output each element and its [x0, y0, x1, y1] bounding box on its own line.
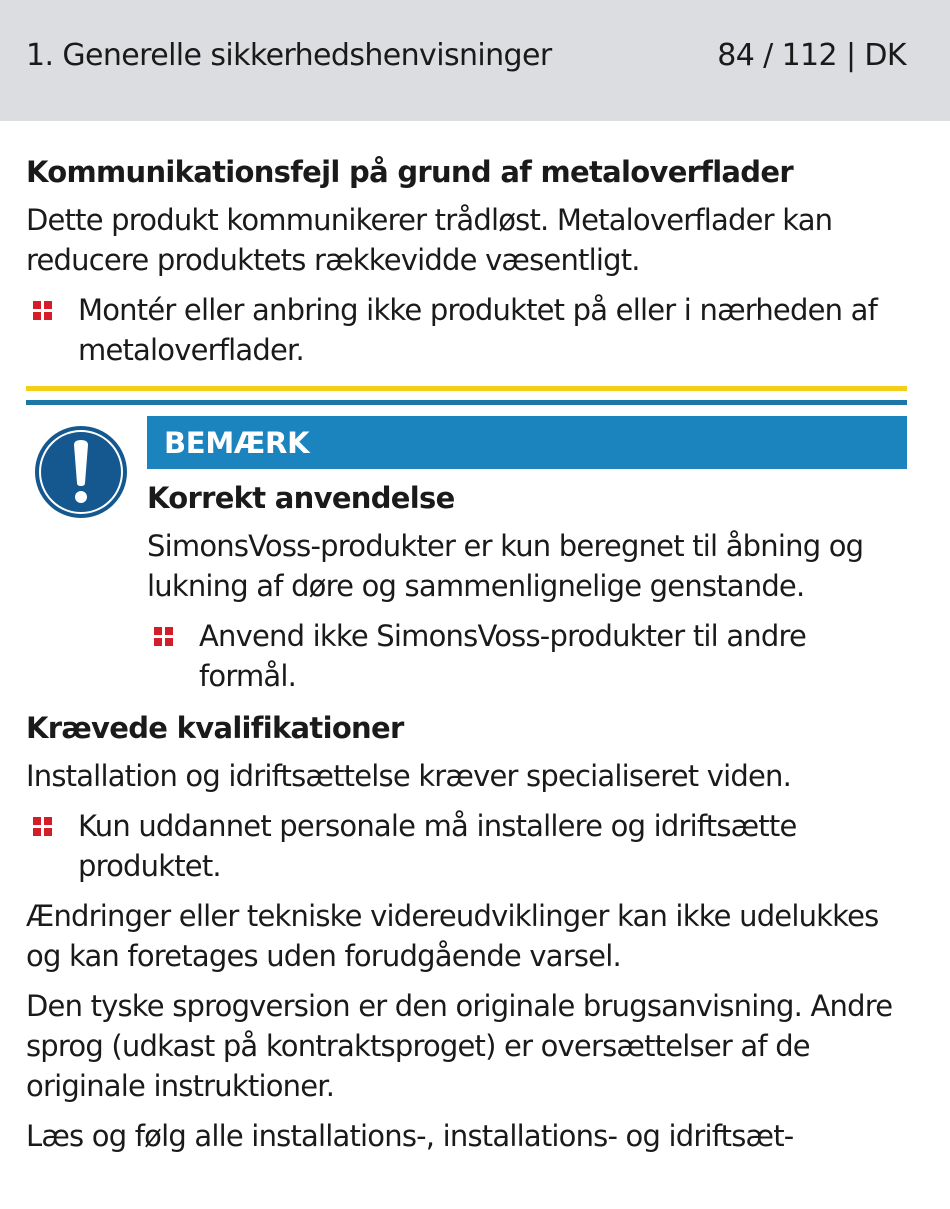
list-item-text: Anvend ikke SimonsVoss-produkter til andre formål. [199, 619, 807, 693]
yellow-divider [26, 386, 907, 391]
section-heading: Kommunikationsfejl på grund af metaloverflader [26, 155, 793, 189]
notice-label: BEMÆRK [164, 426, 310, 460]
red-square-bullet-icon [33, 817, 53, 837]
language-paragraph: Den tyske sprogversion er den originale brugsanvisning. Andre sprog (udkast på kontraktsproget) er oversættelser af de originale instruktioner. [26, 989, 893, 1103]
notice-label-bar [147, 416, 907, 469]
notice-body [147, 478, 909, 706]
section-qualifications [26, 708, 910, 1166]
list-item [26, 806, 910, 886]
notice-paragraph: SimonsVoss-produkter er kun beregnet til åbning og lukning af døre og sammenlignelige genstande. [147, 529, 864, 603]
section-paragraph: Dette produkt kommunikerer trådløst. Metaloverflader kan reducere produktets rækkevidde væsentligt. [26, 203, 833, 277]
section-metal-surfaces [26, 152, 910, 380]
section-paragraph: Installation og idriftsættelse kræver specialiseret viden. [26, 759, 792, 793]
blue-divider [26, 400, 907, 405]
changes-paragraph: Ændringer eller tekniske videreudviklinger kan ikke udelukkes og kan foretages uden forudgående varsel. [26, 899, 879, 973]
list-item-text: Montér eller anbring ikke produktet på eller i nærheden af metaloverflader. [78, 293, 878, 367]
section-title: 1. Generelle sikkerhedshenvisninger [26, 38, 552, 73]
red-square-bullet-icon [33, 301, 53, 321]
list-item [26, 290, 910, 370]
page-number: 84 / 112 | DK [717, 38, 906, 73]
section-heading: Krævede kvalifikationer [26, 711, 404, 745]
red-square-bullet-icon [154, 627, 174, 647]
instructions-paragraph: Læs og følg alle installations-, installations- og idriftsæt- [26, 1119, 794, 1153]
notice-heading: Korrekt anvendelse [147, 481, 455, 515]
exclamation-icon [34, 425, 128, 519]
list-item-text: Kun uddannet personale må installere og idriftsætte produktet. [78, 809, 797, 883]
list-item [147, 616, 909, 696]
page-header [0, 0, 950, 121]
